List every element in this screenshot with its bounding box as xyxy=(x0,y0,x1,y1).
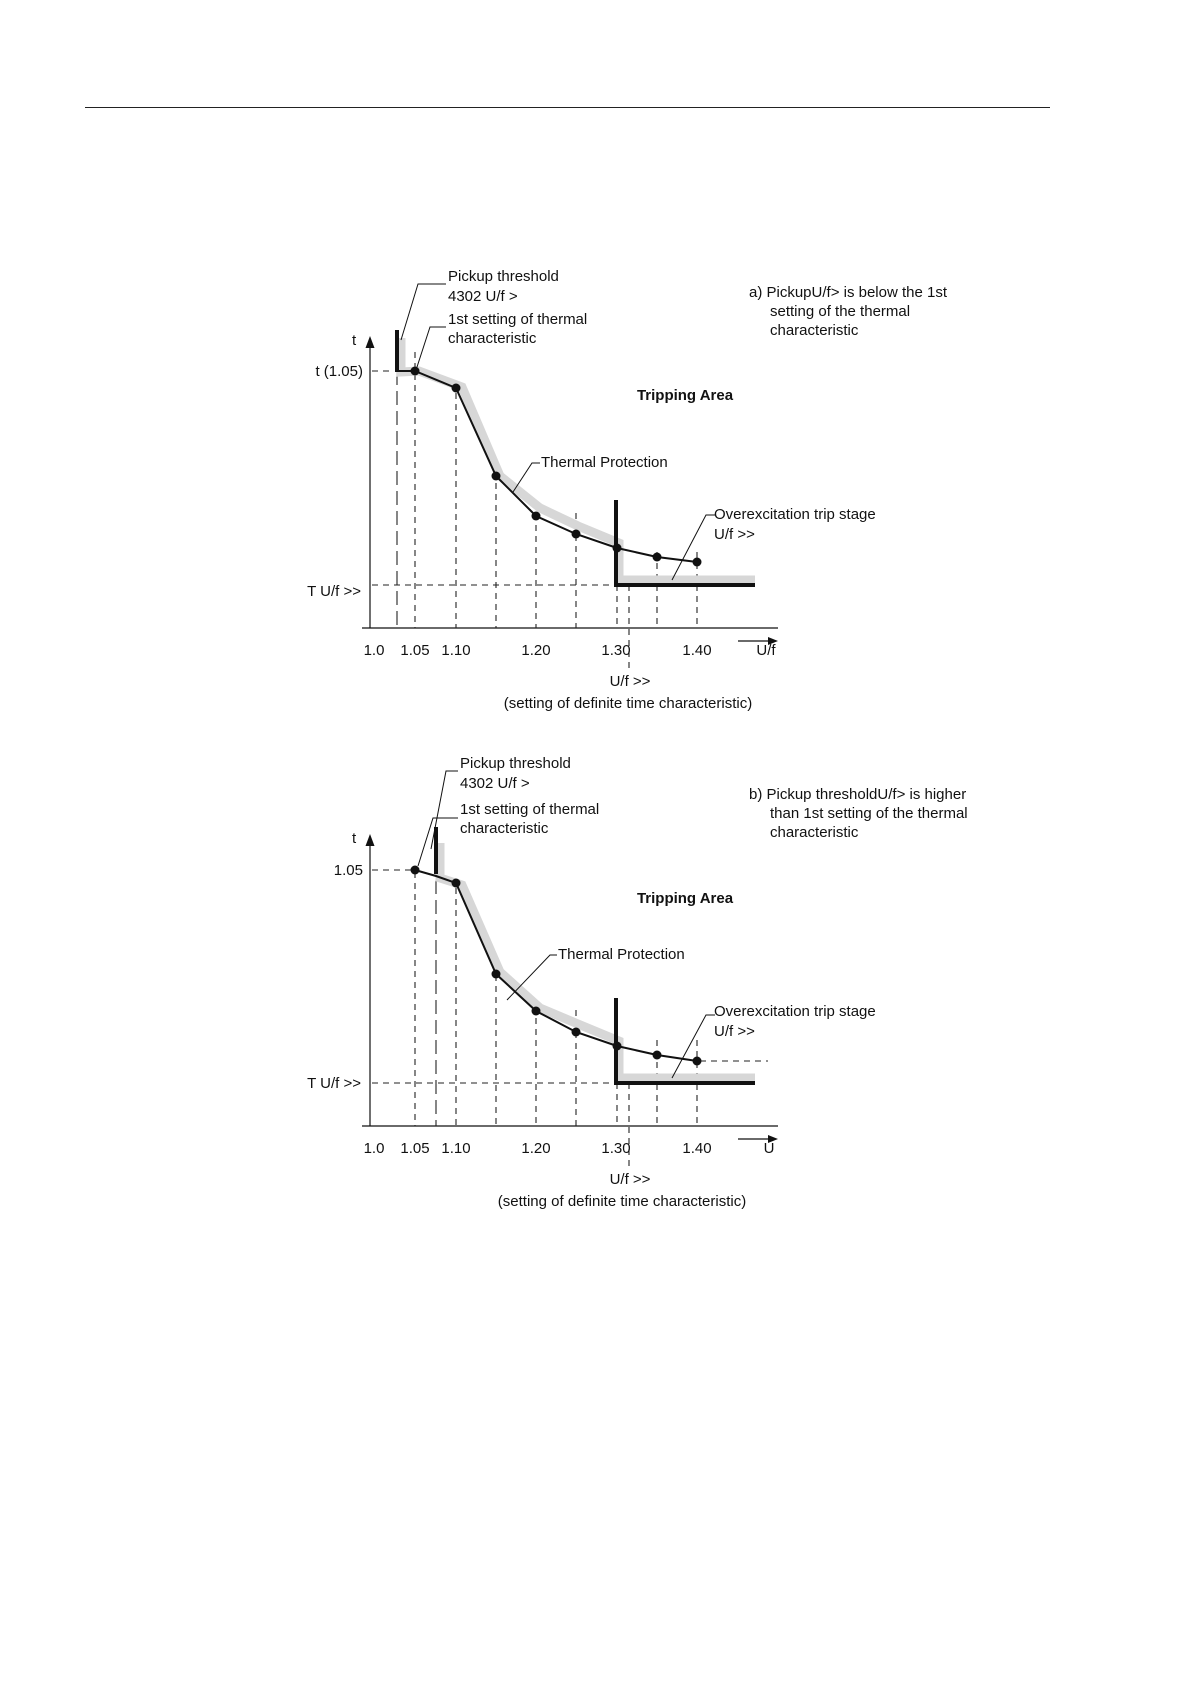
x-tick-1-0: 1.0 xyxy=(363,1140,385,1157)
first-setting-label-1: 1st setting of thermal xyxy=(448,311,588,328)
setting-label: U/f >> xyxy=(609,673,651,690)
x-tick-1-20: 1.20 xyxy=(521,1140,551,1157)
note-line-2: setting of the thermal xyxy=(770,303,911,320)
y-axis-arrow xyxy=(366,834,375,846)
note-line-1: b) Pickup thresholdU/f> is higher xyxy=(749,786,967,803)
curve-point-130 xyxy=(613,1042,622,1051)
y-tick-bottom: T U/f >> xyxy=(307,1075,361,1092)
tripping-area-label: Tripping Area xyxy=(636,387,734,404)
curve-point-115 xyxy=(492,970,501,979)
x-axis-label: U xyxy=(763,1140,775,1157)
first-setting-label-2: characteristic xyxy=(460,820,549,837)
setting-caption: (setting of definite time characteristic) xyxy=(497,1193,747,1210)
pickup-threshold-label: Pickup threshold xyxy=(448,268,559,285)
pickup-param-label: 4302 U/f > xyxy=(448,288,518,305)
y-axis-label: t xyxy=(352,830,357,847)
x-tick-1-0: 1.0 xyxy=(363,642,385,659)
y-tick-bottom: T U/f >> xyxy=(307,583,361,600)
thermal-protection-leader xyxy=(507,955,557,1000)
y-tick-top: 1.05 xyxy=(333,862,363,879)
x-tick-1-05: 1.05 xyxy=(400,642,430,659)
overexcitation-label-1: Overexcitation trip stage xyxy=(714,1003,876,1020)
x-tick-1-05: 1.05 xyxy=(400,1140,430,1157)
thermal-protection-label: Thermal Protection xyxy=(558,946,685,963)
x-tick-1-10: 1.10 xyxy=(441,642,471,659)
note-line-3: characteristic xyxy=(770,322,859,339)
pickup-threshold-label: Pickup threshold xyxy=(460,755,571,772)
x-tick-1-10: 1.10 xyxy=(441,1140,471,1157)
curve-point-110 xyxy=(452,879,461,888)
x-tick-1-40: 1.40 xyxy=(682,642,712,659)
first-setting-label-1: 1st setting of thermal xyxy=(460,801,600,818)
overexcitation-label-2: U/f >> xyxy=(714,526,755,543)
y-tick-top: t (1.05) xyxy=(315,363,363,380)
pickup-param-label: 4302 U/f > xyxy=(460,775,530,792)
note-line-3: characteristic xyxy=(770,824,859,841)
overexcitation-leader xyxy=(672,1015,715,1078)
curve-point-120 xyxy=(532,1007,541,1016)
first-setting-label-2: characteristic xyxy=(448,330,537,347)
tripping-area-label: Tripping Area xyxy=(636,890,734,907)
curve-point-105 xyxy=(411,866,420,875)
overexcitation-label-1: Overexcitation trip stage xyxy=(714,506,876,523)
x-axis-label: U/f xyxy=(756,642,776,659)
overexcitation-label-2: U/f >> xyxy=(714,1023,755,1040)
curve-point-125 xyxy=(572,1028,581,1037)
curve-point-135 xyxy=(653,1051,662,1060)
x-tick-1-30: 1.30 xyxy=(601,642,631,659)
note-line-2: than 1st setting of the thermal xyxy=(770,805,968,822)
setting-caption: (setting of definite time characteristic) xyxy=(503,695,753,712)
x-tick-1-20: 1.20 xyxy=(521,642,551,659)
x-tick-1-40: 1.40 xyxy=(682,1140,712,1157)
thermal-protection-label: Thermal Protection xyxy=(541,454,668,471)
y-axis-label: t xyxy=(352,332,357,349)
note-line-1: a) PickupU/f> is below the 1st xyxy=(749,284,948,301)
x-tick-1-30: 1.30 xyxy=(601,1140,631,1157)
curve-point-140 xyxy=(693,1057,702,1066)
setting-label: U/f >> xyxy=(609,1171,651,1188)
